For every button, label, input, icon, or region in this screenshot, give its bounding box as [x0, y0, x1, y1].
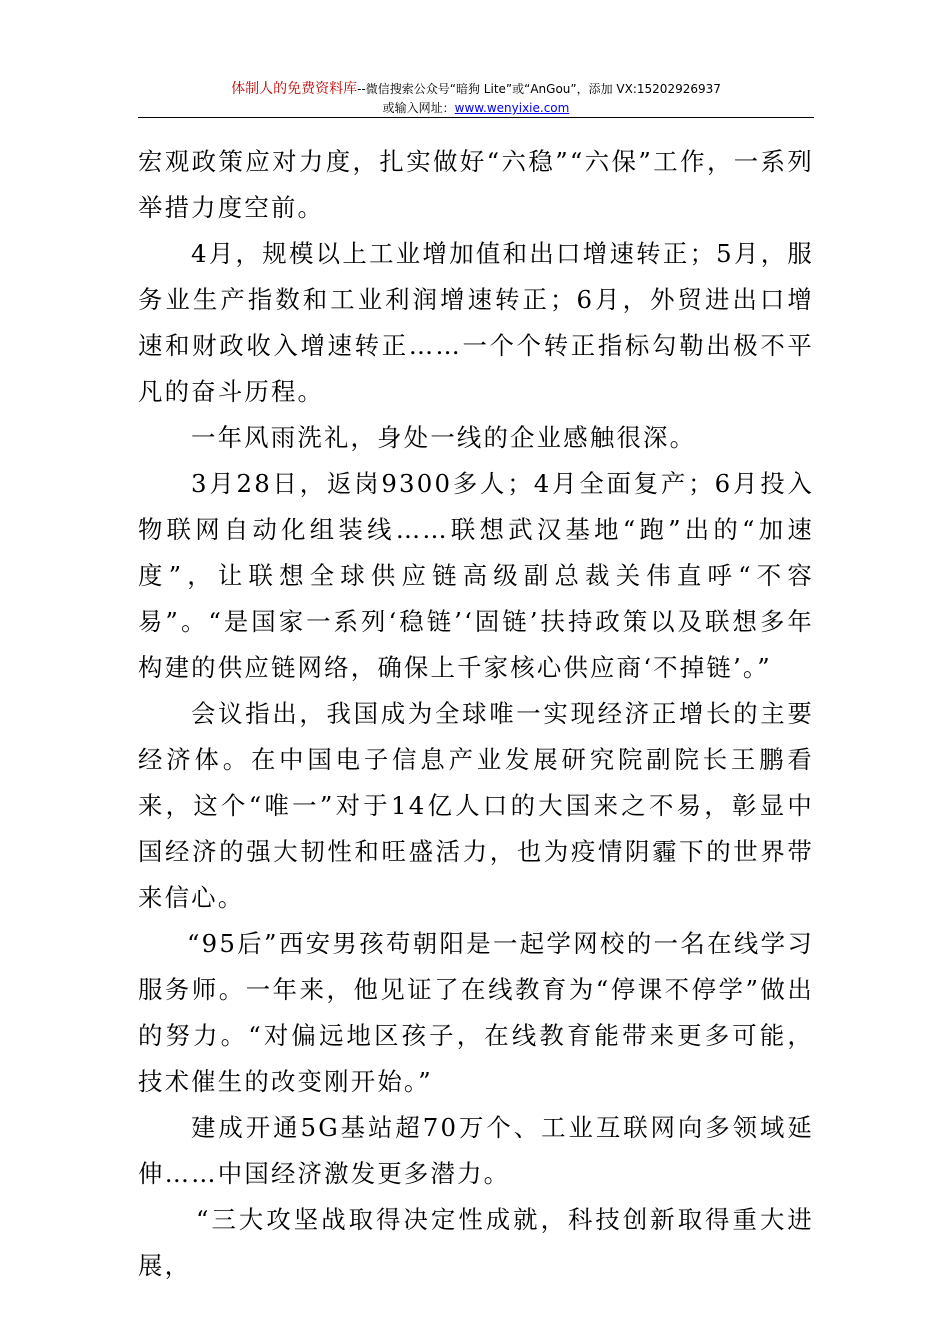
paragraph: 3月28日，返岗9300多人；4月全面复产；6月投入物联网自动化组装线……联想武汉基地“跑”出的“加速度”，让联想全球供应链高级副总裁关伟直呼“不容易”。“是国家一系列‘稳链’‘固链’扶持政策以及联想多年构建的供应链网络，确保上千家核心供应商‘不掉链’。”	[138, 469, 814, 682]
header-url-link[interactable]: www.wenyixie.com	[454, 101, 570, 115]
paragraph: “三大攻坚战取得决定性成就，科技创新取得重大进展，	[138, 1205, 814, 1280]
header-line-1	[138, 80, 814, 99]
header-line-2	[138, 99, 814, 118]
header-divider	[138, 117, 814, 118]
header-brand: 体制人的免费资料库	[231, 81, 358, 97]
paragraph: 4月，规模以上工业增加值和出口增速转正；5月，服务业生产指数和工业利润增速转正；6月，外贸进出口增速和财政收入增速转正……一个个转正指标勾勒出极不平凡的奋斗历程。	[138, 239, 814, 406]
paragraph: 建成开通5G基站超70万个、工业互联网向多领域延伸……中国经济激发更多潜力。	[138, 1113, 814, 1188]
header-url-prefix: 或输入网址：	[382, 101, 455, 115]
paragraph: 会议指出，我国成为全球唯一实现经济正增长的主要经济体。在中国电子信息产业发展研究院副院长王鹏看来，这个“唯一”对于14亿人口的大国来之不易，彰显中国经济的强大韧性和旺盛活力，也为疫情阴霾下的世界带来信心。	[138, 699, 814, 912]
paragraph: 一年风雨洗礼，身处一线的企业感触很深。	[191, 423, 697, 452]
paragraph: “95后”西安男孩苟朝阳是一起学网校的一名在线学习服务师。一年来，他见证了在线教育为“停课不停学”做出的努力。“对偏远地区孩子，在线教育能带来更多可能，技术催生的改变刚开始。”	[138, 929, 814, 1096]
document-body	[138, 139, 814, 1289]
page-header	[138, 80, 814, 118]
paragraph: 宏观政策应对力度，扎实做好“六稳”“六保”工作，一系列举措力度空前。	[138, 147, 814, 222]
header-info: --微信搜索公众号“暗狗 Lite”或“AnGou”，添加 VX:15202926937	[357, 82, 721, 96]
